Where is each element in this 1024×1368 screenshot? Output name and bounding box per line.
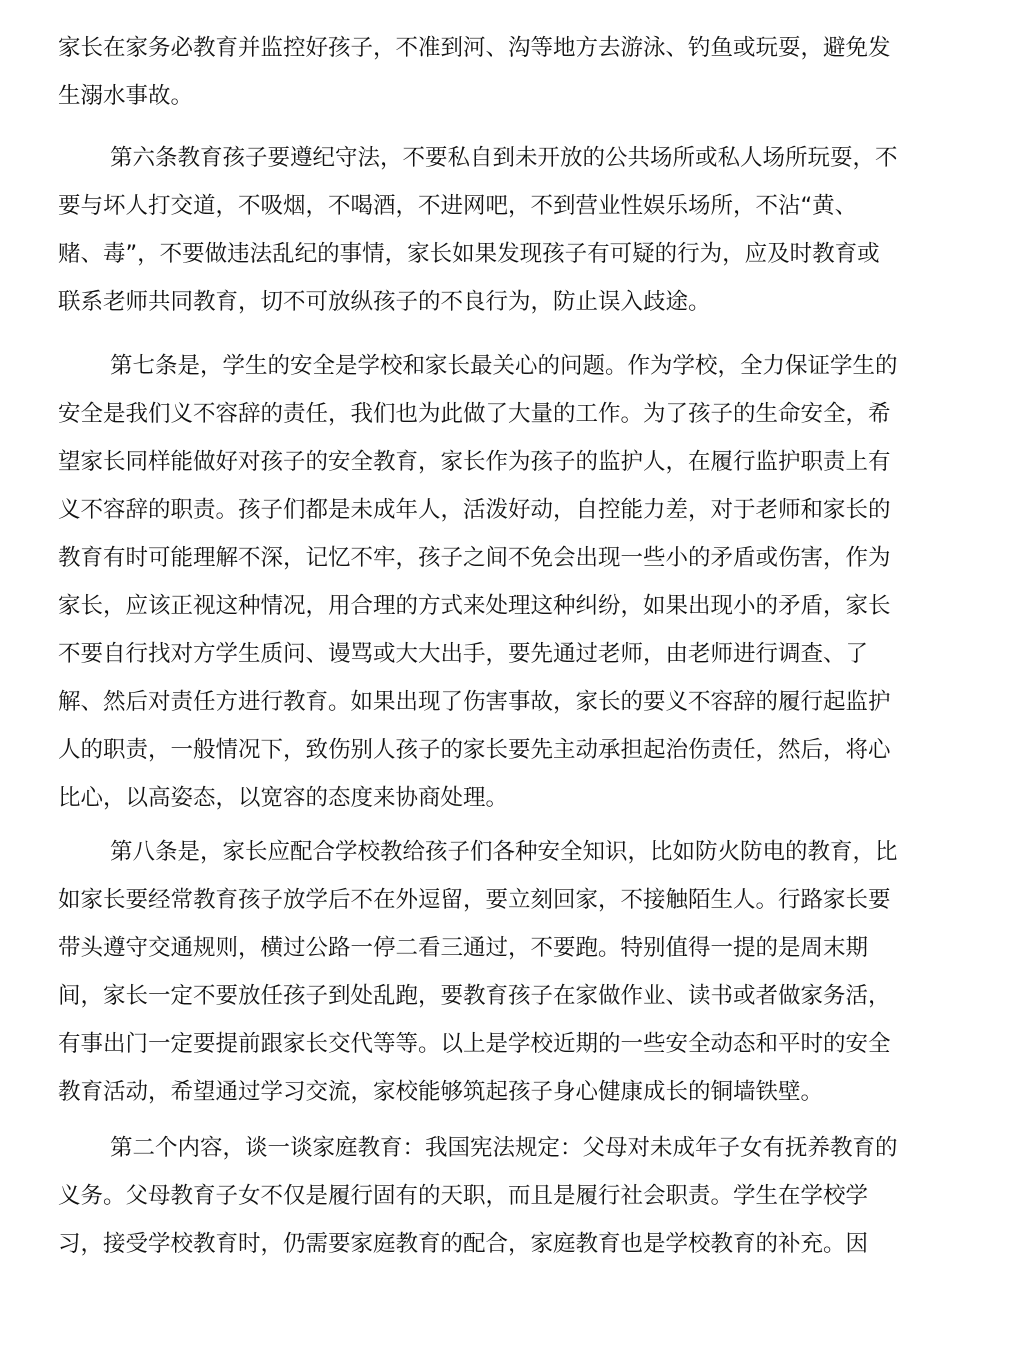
text-line: 第六条教育孩子要遵纪守法，不要私自到未开放的公共场所或私人场所玩耍，不 [110, 145, 898, 171]
text-line: 赌、毒”，不要做违法乱纪的事情，家长如果发现孩子有可疑的行为，应及时教育或 [58, 241, 880, 267]
text-line: 解、然后对责任方进行教育。如果出现了伤害事故，家长的要义不容辞的履行起监护 [58, 689, 891, 715]
text-line: 义务。父母教育子女不仅是履行固有的天职，而且是履行社会职责。学生在学校学 [58, 1183, 869, 1209]
text-line: 家长，应该正视这种情况，用合理的方式来处理这种纠纷，如果出现小的矛盾，家长 [58, 593, 891, 619]
text-line: 习，接受学校教育时，仍需要家庭教育的配合，家庭教育也是学校教育的补充。因 [58, 1231, 869, 1257]
text-line: 间，家长一定不要放任孩子到处乱跑，要教育孩子在家做作业、读书或者做家务活， [58, 983, 891, 1009]
text-line: 望家长同样能做好对孩子的安全教育，家长作为孩子的监护人，在履行监护职责上有 [58, 449, 891, 475]
text-line: 第二个内容，谈一谈家庭教育：我国宪法规定：父母对未成年子女有抚养教育的 [110, 1135, 898, 1161]
text-line: 联系老师共同教育，切不可放纵孩子的不良行为，防止误入歧途。 [58, 289, 711, 315]
text-line: 义不容辞的职责。孩子们都是未成年人，活泼好动，自控能力差，对于老师和家长的 [58, 497, 891, 523]
text-line: 比心，以高姿态，以宽容的态度来协商处理。 [58, 785, 509, 811]
text-line: 生溺水事故。 [58, 83, 194, 109]
text-line: 如家长要经常教育孩子放学后不在外逗留，要立刻回家，不接触陌生人。行路家长要 [58, 887, 891, 913]
text-line: 有事出门一定要提前跟家长交代等等。以上是学校近期的一些安全动态和平时的安全 [58, 1031, 891, 1057]
text-line: 家长在家务必教育并监控好孩子，不准到河、沟等地方去游泳、钓鱼或玩耍，避免发 [58, 35, 891, 61]
text-line: 人的职责，一般情况下，致伤别人孩子的家长要先主动承担起治伤责任，然后，将心 [58, 737, 891, 763]
text-line: 不要自行找对方学生质问、谩骂或大大出手，要先通过老师，由老师进行调查、了 [58, 641, 869, 667]
text-line: 第八条是，家长应配合学校教给孩子们各种安全知识，比如防火防电的教育，比 [110, 839, 898, 865]
paragraph-article-7 [58, 342, 938, 822]
text-line: 带头遵守交通规则，横过公路一停二看三通过，不要跑。特别值得一提的是周末期 [58, 935, 869, 961]
text-line: 第七条是，学生的安全是学校和家长最关心的问题。作为学校，全力保证学生的 [110, 353, 898, 379]
text-line: 安全是我们义不容辞的责任，我们也为此做了大量的工作。为了孩子的生命安全，希 [58, 401, 891, 427]
paragraph-drowning-warning [58, 24, 938, 120]
text-line: 要与坏人打交道，不吸烟，不喝酒，不进网吧，不到营业性娱乐场所，不沾“黄、 [58, 193, 858, 219]
text-line: 教育活动，希望通过学习交流，家校能够筑起孩子身心健康成长的铜墙铁壁。 [58, 1079, 824, 1105]
paragraph-article-8 [58, 828, 938, 1116]
text-line: 教育有时可能理解不深，记忆不牢，孩子之间不免会出现一些小的矛盾或伤害，作为 [58, 545, 891, 571]
paragraph-article-6 [58, 134, 938, 326]
paragraph-family-education [58, 1124, 938, 1268]
